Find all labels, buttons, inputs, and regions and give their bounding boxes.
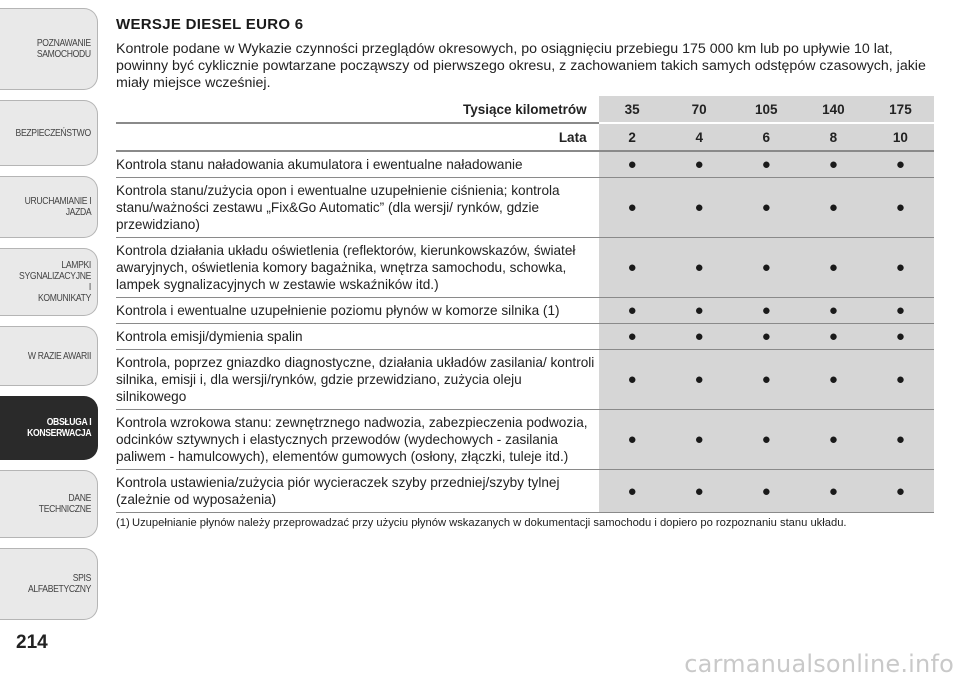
check-dot: ● (666, 298, 733, 324)
check-dot: ● (599, 298, 666, 324)
check-dot: ● (800, 238, 867, 298)
chapter-tab-label: URUCHAMIANIE I JAZDA (24, 195, 91, 218)
check-dot: ● (733, 410, 800, 470)
chapter-tab-3[interactable] (0, 176, 98, 238)
inspection-item-label: Kontrola wzrokowa stanu: zewnętrznego nadwozia, zabezpieczenia podwozia, odcinków sztywnych i elastycznych przewodów (wydechowych - zasilania paliwem - hamulcowych), elementów gumowych (osłony, złączki, tuleje itd.) (116, 410, 599, 470)
check-dot: ● (666, 238, 733, 298)
kilometers-value: 175 (867, 96, 934, 123)
page-number: 214 (16, 632, 48, 653)
chapter-tab-4[interactable] (0, 248, 98, 316)
check-dot: ● (867, 298, 934, 324)
chapter-tab-2[interactable] (0, 100, 98, 166)
chapter-tab-label: LAMPKI SYGNALIZACYJNE I KOMUNIKATY (19, 259, 92, 304)
check-dot: ● (599, 350, 666, 410)
check-dot: ● (733, 350, 800, 410)
check-dot: ● (599, 324, 666, 350)
chapter-tab-label: POZNAWANIE SAMOCHODU (37, 37, 91, 60)
check-dot: ● (733, 298, 800, 324)
chapter-sidebar (0, 0, 100, 678)
table-row (116, 410, 934, 470)
check-dot: ● (666, 324, 733, 350)
page-content (116, 16, 938, 530)
years-header-label: Lata (116, 123, 599, 151)
inspection-item-label: Kontrola i ewentualne uzupełnienie poziomu płynów w komorze silnika (1) (116, 298, 599, 324)
kilometers-value: 70 (666, 96, 733, 123)
inspection-item-label: Kontrola emisji/dymienia spalin (116, 324, 599, 350)
chapter-tab-label: BEZPIECZEŃSTWO (15, 126, 91, 139)
chapter-tab-label: OBSŁUGA I KONSERWACJA (26, 416, 91, 439)
table-row (116, 298, 934, 324)
kilometers-value: 35 (599, 96, 666, 123)
check-dot: ● (733, 238, 800, 298)
footnote (116, 517, 938, 530)
maintenance-schedule-table (116, 96, 934, 513)
chapter-tab-7[interactable] (0, 470, 98, 538)
check-dot: ● (800, 151, 867, 178)
check-dot: ● (800, 350, 867, 410)
check-dot: ● (867, 324, 934, 350)
table-row (116, 151, 934, 178)
chapter-tab-6[interactable] (0, 396, 98, 460)
table-row (116, 324, 934, 350)
check-dot: ● (800, 470, 867, 513)
check-dot: ● (733, 151, 800, 178)
inspection-item-label: Kontrola działania układu oświetlenia (reflektorów, kierunkowskazów, świateł awaryjnych, oświetlenia komory bagażnika, wnętrza samochodu, schowka, lampek sygnalizacyjnych w zestawie wskaźników itd.) (116, 238, 599, 298)
kilometers-value: 105 (733, 96, 800, 123)
check-dot: ● (733, 178, 800, 238)
section-heading: WERSJE DIESEL EURO 6 (116, 16, 304, 33)
check-dot: ● (666, 151, 733, 178)
inspection-item-label: Kontrola stanu/zużycia opon i ewentualne uzupełnienie ciśnienia; kontrola stanu/ważności zestawu „Fix&Go Automatic” (dla wersji/ rynków, gdzie przewidziano) (116, 178, 599, 238)
table-row (116, 470, 934, 513)
kilometers-header-label: Tysiące kilometrów (116, 96, 599, 123)
footnote-text: Uzupełnianie płynów należy przeprowadzać przy użyciu płynów wskazanych w dokumentacji samochodu i dopiero po rozpoznaniu stanu układu. (132, 517, 847, 529)
check-dot: ● (599, 178, 666, 238)
header-row-kilometers (116, 96, 934, 123)
check-dot: ● (733, 470, 800, 513)
check-dot: ● (800, 410, 867, 470)
footer-watermark: carmanualsonline.info (684, 650, 954, 678)
check-dot: ● (666, 178, 733, 238)
check-dot: ● (800, 324, 867, 350)
years-value: 8 (800, 123, 867, 151)
chapter-tab-1[interactable] (0, 8, 98, 90)
chapter-tab-8[interactable] (0, 548, 98, 620)
inspection-item-label: Kontrola, poprzez gniazdko diagnostyczne, działania układów zasilania/ kontroli silnika, emisji i, dla wersji/rynków, gdzie przewidziano, zużycia oleju silnikowego (116, 350, 599, 410)
check-dot: ● (666, 410, 733, 470)
check-dot: ● (800, 298, 867, 324)
years-value: 10 (867, 123, 934, 151)
check-dot: ● (867, 178, 934, 238)
check-dot: ● (733, 324, 800, 350)
check-dot: ● (666, 470, 733, 513)
chapter-tab-label: W RAZIE AWARII (27, 349, 91, 362)
years-value: 6 (733, 123, 800, 151)
chapter-tab-label: SPIS ALFABETYCZNY (27, 572, 91, 595)
years-value: 4 (666, 123, 733, 151)
chapter-tab-5[interactable] (0, 326, 98, 386)
check-dot: ● (867, 238, 934, 298)
table-row (116, 178, 934, 238)
check-dot: ● (867, 410, 934, 470)
check-dot: ● (800, 178, 867, 238)
check-dot: ● (599, 410, 666, 470)
kilometers-value: 140 (800, 96, 867, 123)
check-dot: ● (599, 238, 666, 298)
check-dot: ● (867, 151, 934, 178)
inspection-item-label: Kontrola stanu naładowania akumulatora i ewentualne naładowanie (116, 151, 599, 178)
chapter-tab-label: DANE TECHNICZNE (38, 492, 91, 515)
intro-paragraph: Kontrole podane w Wykazie czynności przeglądów okresowych, po osiągnięciu przebiegu 175 000 km lub po upływie 10 lat, powinny być cyklicznie powtarzane począwszy od pierwszego okresu, z zachowaniem takich samych odstępów czasowych, jakie miały miejsce wcześniej. (116, 41, 926, 91)
check-dot: ● (599, 151, 666, 178)
check-dot: ● (867, 470, 934, 513)
table-row (116, 238, 934, 298)
footnote-mark: (1) (116, 517, 130, 529)
table-row (116, 350, 934, 410)
inspection-item-label: Kontrola ustawienia/zużycia piór wycieraczek szyby przedniej/szyby tylnej (zależnie od wyposażenia) (116, 470, 599, 513)
check-dot: ● (867, 350, 934, 410)
header-row-years (116, 123, 934, 151)
check-dot: ● (599, 470, 666, 513)
years-value: 2 (599, 123, 666, 151)
check-dot: ● (666, 350, 733, 410)
